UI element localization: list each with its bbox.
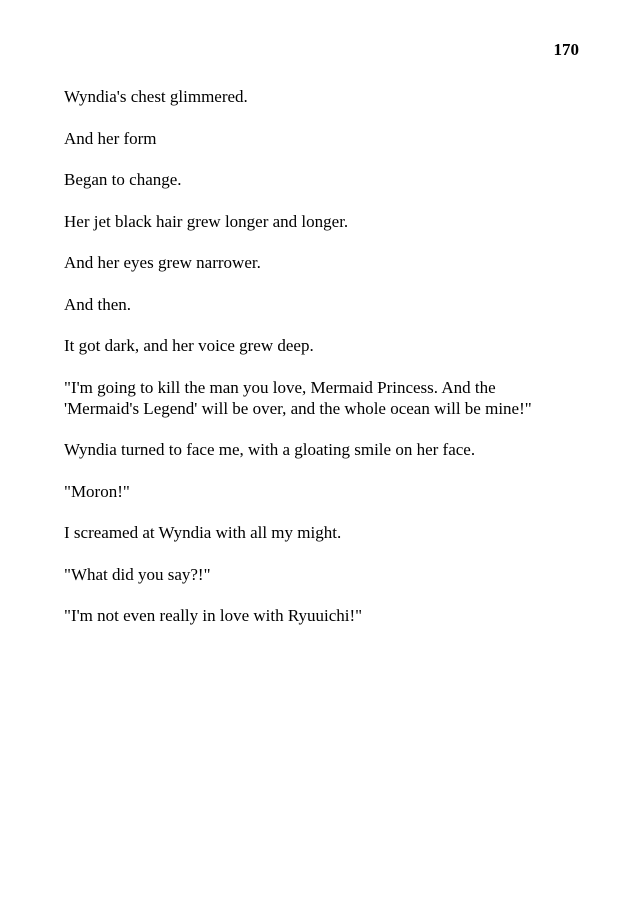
text-line: And her eyes grew narrower. <box>64 253 261 272</box>
paragraph <box>64 294 584 315</box>
text-line: "I'm going to kill the man you love, Mermaid Princess. And the <box>64 377 496 397</box>
text-line: And her form <box>64 128 157 148</box>
text-line: Began to change. <box>64 170 182 189</box>
text-line: Wyndia turned to face me, with a gloating smile on her face. <box>64 440 476 459</box>
paragraph <box>64 377 584 419</box>
body-text <box>64 86 584 647</box>
text-line: 'Mermaid's Legend' will be over, and the whole ocean will be mine!" <box>64 398 532 418</box>
paragraph <box>64 252 584 273</box>
paragraph <box>64 86 584 107</box>
paragraph <box>64 128 584 149</box>
text-line: Wyndia's chest glimmered. <box>64 87 248 106</box>
paragraph <box>64 439 584 460</box>
paragraph <box>64 481 584 502</box>
paragraph <box>64 522 584 543</box>
text-line: And then. <box>64 294 132 314</box>
paragraph <box>64 335 584 356</box>
text-line: "Moron!" <box>64 481 130 501</box>
text-line: I screamed at Wyndia with all my might. <box>64 523 342 542</box>
text-line: "What did you say?!" <box>64 564 211 584</box>
text-line: Her jet black hair grew longer and longer. <box>64 211 349 231</box>
paragraph <box>64 169 584 190</box>
paragraph <box>64 605 584 626</box>
text-line: It got dark, and her voice grew deep. <box>64 336 314 355</box>
paragraph <box>64 564 584 585</box>
text-line: "I'm not even really in love with Ryuuichi!" <box>64 606 363 625</box>
page-number: 170 <box>553 40 579 59</box>
paragraph <box>64 211 584 232</box>
